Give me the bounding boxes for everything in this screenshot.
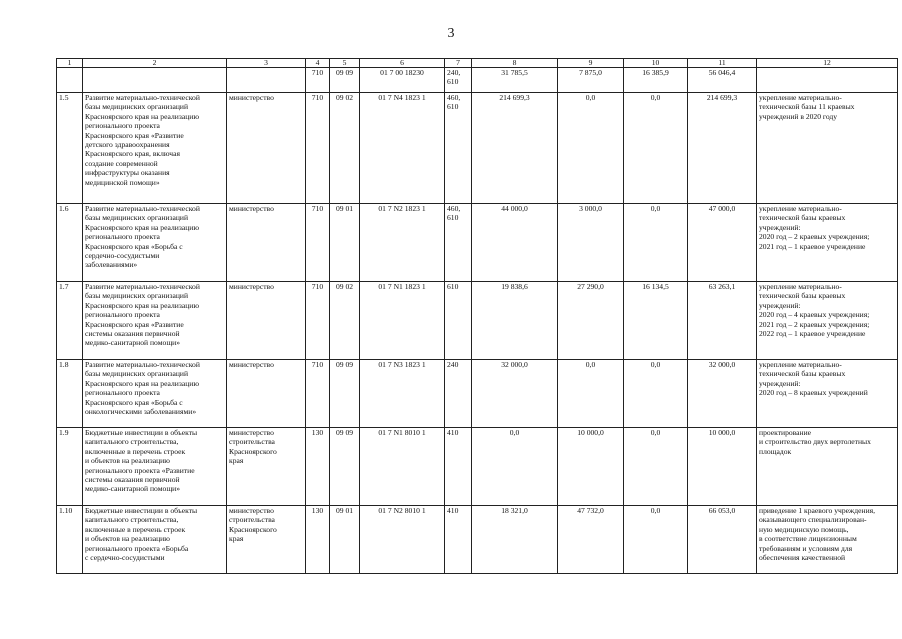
target-article: 01 7 00 18230	[360, 68, 445, 93]
measure-name: Развитие материально-технической базы медицинских организаций Красноярского края на реализацию регионального проекта Красноярского края «Развитие детского здравоохранения Красноярского края, включая создание современной инфраструктуры оказания медицинской помощи»	[83, 93, 227, 204]
amount-2022: 0,0	[624, 204, 688, 282]
section-code: 09 01	[330, 506, 360, 574]
amount-2022: 0,0	[624, 360, 688, 428]
grbs-code: 710	[306, 93, 330, 204]
header-cell: 12	[757, 59, 898, 68]
executor: министерство	[227, 93, 306, 204]
amount-2020: 214 699,3	[472, 93, 558, 204]
amount-2021: 0,0	[558, 360, 624, 428]
expected-result: укрепление материально- технической базы краевых учреждений: 2020 год – 8 краевых учреждений	[757, 360, 898, 428]
header-cell: 8	[472, 59, 558, 68]
amount-2022: 16 385,9	[624, 68, 688, 93]
amount-total: 214 699,3	[688, 93, 757, 204]
amount-2022: 16 134,5	[624, 282, 688, 360]
table-row	[57, 506, 898, 574]
table-row	[57, 68, 898, 93]
amount-2020: 18 321,0	[472, 506, 558, 574]
amount-2020: 19 838,6	[472, 282, 558, 360]
row-index: 1.10	[57, 506, 83, 574]
amount-2022: 0,0	[624, 428, 688, 506]
header-cell: 5	[330, 59, 360, 68]
measure-name: Развитие материально-технической базы медицинских организаций Красноярского края на реализацию регионального проекта Красноярского края «Борьба с сердечно-сосудистыми заболеваниями»	[83, 204, 227, 282]
executor: министерство	[227, 360, 306, 428]
amount-2022: 0,0	[624, 506, 688, 574]
section-code: 09 09	[330, 360, 360, 428]
executor: министерство	[227, 204, 306, 282]
header-row	[57, 59, 898, 68]
grbs-code: 130	[306, 506, 330, 574]
expected-result: укрепление материально- технической базы краевых учреждений: 2020 год – 2 краевых учреждения; 2021 год – 1 краевое учреждение	[757, 204, 898, 282]
section-code: 09 02	[330, 93, 360, 204]
amount-2020: 0,0	[472, 428, 558, 506]
target-article: 01 7 N2 8010 1	[360, 506, 445, 574]
amount-2021: 47 732,0	[558, 506, 624, 574]
row-index: 1.7	[57, 282, 83, 360]
table-row	[57, 204, 898, 282]
expected-result: укрепление материально- технической базы 11 краевых учреждений в 2020 году	[757, 93, 898, 204]
target-article: 01 7 N2 1823 1	[360, 204, 445, 282]
table-row	[57, 360, 898, 428]
expected-result: приведение 1 краевого учреждения, оказывающего специализирован- ную медицинскую помощь, в соответствие лицензионным требованиям и условиям для обеспечения качественной	[757, 506, 898, 574]
section-code: 09 01	[330, 204, 360, 282]
amount-total: 32 000,0	[688, 360, 757, 428]
executor: министерство строительства Красноярского края	[227, 428, 306, 506]
expense-type: 240	[445, 360, 472, 428]
header-cell: 11	[688, 59, 757, 68]
table-row	[57, 93, 898, 204]
amount-2021: 3 000,0	[558, 204, 624, 282]
amount-total: 66 053,0	[688, 506, 757, 574]
row-index: 1.6	[57, 204, 83, 282]
amount-total: 63 263,1	[688, 282, 757, 360]
amount-2020: 31 785,5	[472, 68, 558, 93]
measure-name	[83, 68, 227, 93]
measure-name: Развитие материально-технической базы медицинских организаций Красноярского края на реализацию регионального проекта Красноярского края «Развитие системы оказания первичной медико-санитарной помощи»	[83, 282, 227, 360]
amount-2021: 27 290,0	[558, 282, 624, 360]
grbs-code: 710	[306, 204, 330, 282]
expense-type: 610	[445, 282, 472, 360]
measure-name: Бюджетные инвестиции в объекты капитального строительства, включенные в перечень строек и объектов на реализацию регионального проекта «Борьба с сердечно-сосудистыми	[83, 506, 227, 574]
header-cell: 1	[57, 59, 83, 68]
section-code: 09 09	[330, 428, 360, 506]
amount-2021: 0,0	[558, 93, 624, 204]
budget-table	[56, 58, 898, 574]
target-article: 01 7 N3 1823 1	[360, 360, 445, 428]
amount-2021: 7 875,0	[558, 68, 624, 93]
amount-2021: 10 000,0	[558, 428, 624, 506]
amount-total: 56 046,4	[688, 68, 757, 93]
header-cell: 7	[445, 59, 472, 68]
grbs-code: 710	[306, 282, 330, 360]
expected-result	[757, 68, 898, 93]
amount-2020: 44 000,0	[472, 204, 558, 282]
expense-type: 460, 610	[445, 204, 472, 282]
header-cell: 3	[227, 59, 306, 68]
grbs-code: 130	[306, 428, 330, 506]
target-article: 01 7 N1 1823 1	[360, 282, 445, 360]
amount-2022: 0,0	[624, 93, 688, 204]
expense-type: 240, 610	[445, 68, 472, 93]
expense-type: 410	[445, 428, 472, 506]
row-index	[57, 68, 83, 93]
section-code: 09 02	[330, 282, 360, 360]
amount-total: 10 000,0	[688, 428, 757, 506]
header-cell: 9	[558, 59, 624, 68]
executor: министерство строительства Красноярского края	[227, 506, 306, 574]
expected-result: проектирование и строительство двух вертолетных площадок	[757, 428, 898, 506]
amount-2020: 32 000,0	[472, 360, 558, 428]
measure-name: Бюджетные инвестиции в объекты капитального строительства, включенные в перечень строек и объектов на реализацию регионального проекта «Развитие системы оказания первичной медико-санитарной помощи»	[83, 428, 227, 506]
grbs-code: 710	[306, 68, 330, 93]
target-article: 01 7 N1 8010 1	[360, 428, 445, 506]
target-article: 01 7 N4 1823 1	[360, 93, 445, 204]
page-number: 3	[447, 26, 455, 41]
section-code: 09 09	[330, 68, 360, 93]
grbs-code: 710	[306, 360, 330, 428]
row-index: 1.5	[57, 93, 83, 204]
row-index: 1.9	[57, 428, 83, 506]
expense-type: 460, 610	[445, 93, 472, 204]
header-cell: 6	[360, 59, 445, 68]
expected-result: укрепление материально- технической базы краевых учреждений: 2020 год – 4 краевых учреждения; 2021 год – 2 краевых учреждения; 2022 год – 1 краевое учреждение	[757, 282, 898, 360]
measure-name: Развитие материально-технической базы медицинских организаций Красноярского края на реализацию регионального проекта Красноярского края «Борьба с онкологическими заболеваниями»	[83, 360, 227, 428]
header-cell: 4	[306, 59, 330, 68]
amount-total: 47 000,0	[688, 204, 757, 282]
table-row	[57, 428, 898, 506]
expense-type: 410	[445, 506, 472, 574]
header-cell: 2	[83, 59, 227, 68]
table-row	[57, 282, 898, 360]
row-index: 1.8	[57, 360, 83, 428]
header-cell: 10	[624, 59, 688, 68]
executor	[227, 68, 306, 93]
executor: министерство	[227, 282, 306, 360]
